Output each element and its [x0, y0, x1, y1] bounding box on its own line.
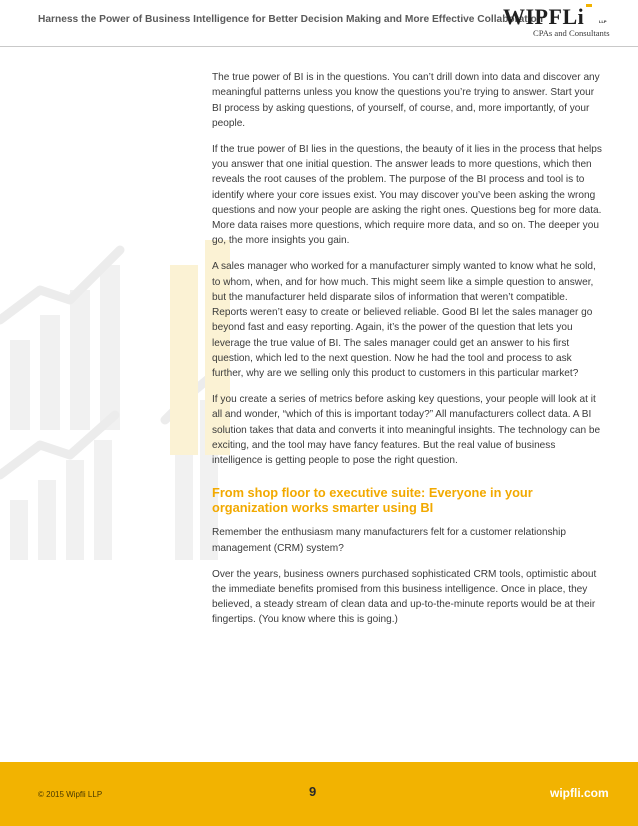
- paragraph: The true power of BI is in the questions. You can’t drill down into data and discover any meaningful patterns unless you know the questions you’re trying to answer. Start your BI process by asking questions, of yourself, of course, and, more importantly, of your people.: [212, 72, 600, 129]
- paragraph: If you create a series of metrics before asking key questions, your people will look at it all and wonder, “which of this is important today?” All manufacturers collect data. A BI solution takes that data and converts it into meaningful insights. The technology can be exciting, and the tool may have fancy features. But the real value of business intelligence is getting people to pose the right question.: [212, 394, 601, 467]
- logo-wordmark: WIPFLi: [503, 4, 585, 29]
- page-footer: [0, 762, 638, 826]
- document-title: Harness the Power of Business Intelligence for Better Decision Making and More Effective Collaboration: [38, 14, 543, 25]
- logo-tagline: CPAs and Consultants: [533, 28, 610, 38]
- paragraph: A sales manager who worked for a manufacturer simply wanted to know what he sold, to whom, when, and for how much. This might seem like a simple question to answer, but the manufacturer held disparate silos of information that weren’t compatible. Reports weren’t easy to create or believed reliable. Good BI let the sales manager go beyond fast and easy reporting. Again, it’s the power of the question that lets you leverage the true value of BI. The sales manager could get an answer to his first question, which led to the next question. Now he had the tool and process to ask further, why are we selling only this product to customers in this particular market?: [212, 261, 596, 380]
- copyright-notice: © 2015 Wipfli LLP: [38, 790, 103, 799]
- logo-accent-mark: [586, 4, 592, 7]
- paragraph: Remember the enthusiasm many manufacturers felt for a customer relationship management (CRM) system?: [212, 527, 566, 554]
- page-number: 9: [309, 784, 317, 799]
- background-chart-illustration: [0, 230, 230, 560]
- logo-llp: LLP: [599, 19, 607, 24]
- website-link[interactable]: wipfli.com: [550, 786, 609, 800]
- paragraph: If the true power of BI lies in the questions, the beauty of it lies in the process that helps you answer that one initial question. The answer leads to more questions, which then reveals the root causes of the problem. The purpose of the BI process and tool is to identify where your core issues exist. You may discover you’ve been asking the wrong questions and now your people are asking the right ones. Questions beg for more data. More data raises more questions, which require more data, and so on. The deeper you go, the more insights you gain.: [212, 143, 602, 247]
- paragraph: Over the years, business owners purchased sophisticated CRM tools, optimistic about the immediate benefits promised from this business intelligence. Once in place, they believed, a steady stream of clean data and up-to-the-minute reports would be at their fingertips. (You know where this is going.): [212, 568, 597, 626]
- wipfli-logo: [503, 4, 613, 44]
- section-heading: From shop floor to executive suite: Everyone in your organization works smarter using BI: [212, 484, 533, 516]
- article-body: [212, 70, 602, 638]
- page-header: [0, 0, 638, 47]
